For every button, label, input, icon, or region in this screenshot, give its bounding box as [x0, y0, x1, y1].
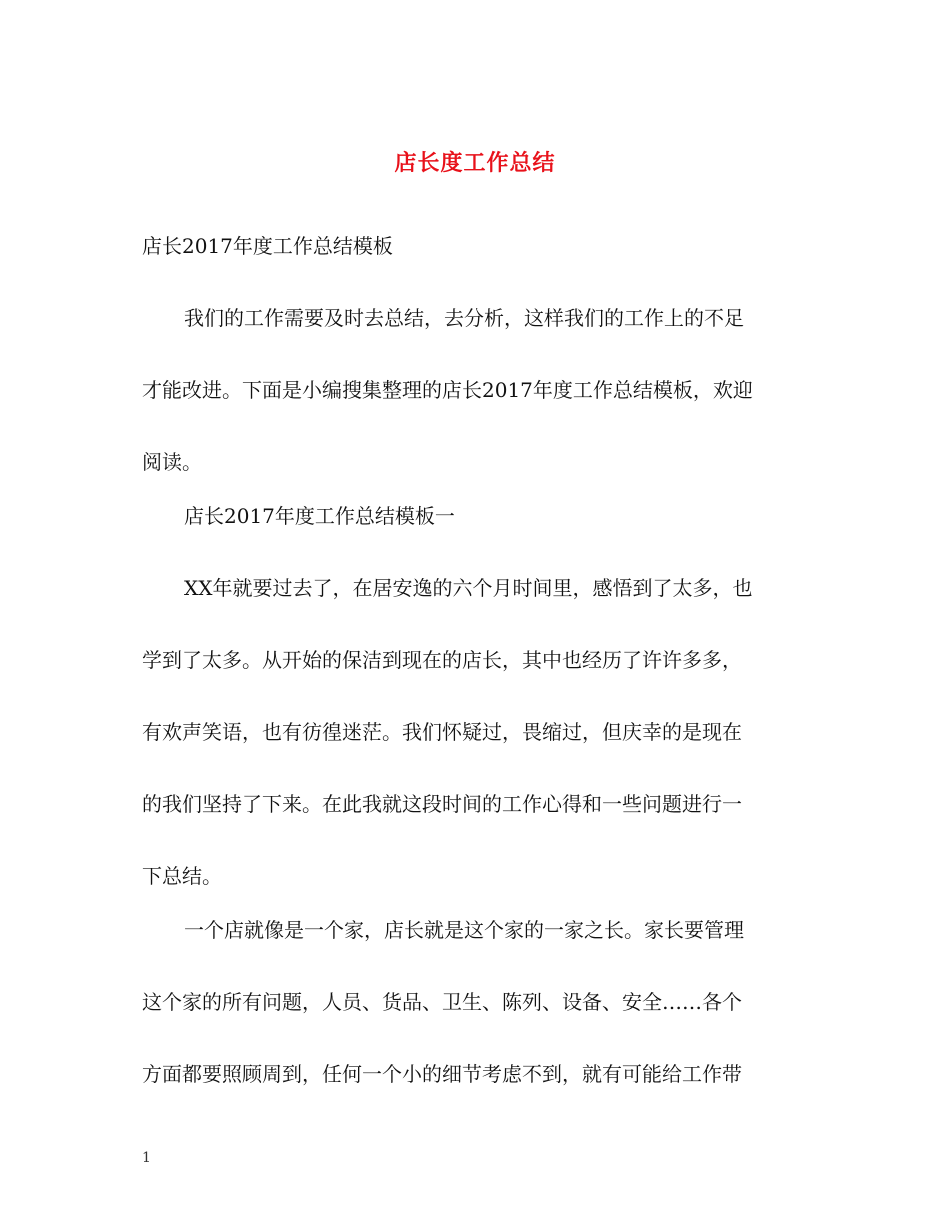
paragraph-line: 的我们坚持了下来。在此我就这段时间的工作心得和一些问题进行一 [142, 792, 742, 816]
paragraph-line: 有欢声笑语，也有彷徨迷茫。我们怀疑过，畏缩过，但庆幸的是现在 [142, 720, 742, 744]
paragraph-line: 下总结。 [142, 864, 222, 888]
document-title: 店长度工作总结 [394, 150, 556, 176]
paragraph-line: 学到了太多。从开始的保洁到现在的店长，其中也经历了许许多多， [142, 648, 742, 672]
paragraph-body-1 [142, 552, 812, 912]
section-heading [142, 480, 812, 552]
paragraph-line: 阅读。 [142, 450, 202, 474]
paragraph-body-2 [142, 894, 812, 1110]
paragraph-line: XX年就要过去了，在居安逸的六个月时间里，感悟到了太多，也 [184, 576, 753, 600]
subtitle-line: 店长2017年度工作总结模板 [142, 234, 393, 258]
paragraph-intro [142, 282, 812, 498]
document-subtitle [142, 210, 812, 282]
paragraph-line: 才能改进。下面是小编搜集整理的店长2017年度工作总结模板，欢迎 [142, 378, 753, 402]
page-number: 1 [142, 1150, 151, 1166]
paragraph-line: 一个店就像是一个家，店长就是这个家的一家之长。家长要管理 [184, 918, 744, 942]
paragraph-line: 方面都要照顾周到，任何一个小的细节考虑不到，就有可能给工作带 [142, 1062, 742, 1086]
paragraph-line: 这个家的所有问题，人员、货品、卫生、陈列、设备、安全……各个 [142, 990, 742, 1014]
paragraph-line: 我们的工作需要及时去总结，去分析，这样我们的工作上的不足 [184, 306, 744, 330]
section-heading-line: 店长2017年度工作总结模板一 [184, 504, 455, 528]
